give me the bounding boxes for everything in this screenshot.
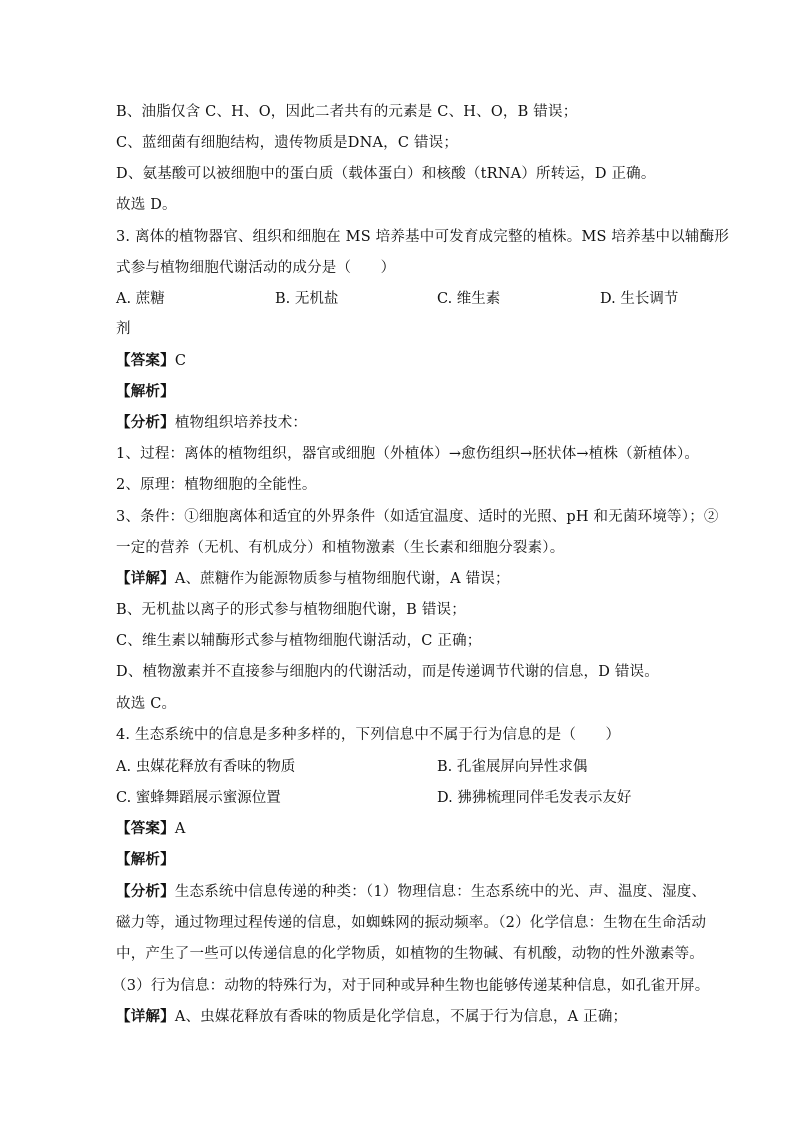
text-line: 磁力等，通过物理过程传递的信息，如蜘蛛网的振动频率。（2）化学信息：生物在生命活动 xyxy=(116,915,707,931)
q3-option-b: B. 无机盐 xyxy=(275,291,339,307)
fenxi-text: 生态系统中信息传递的种类：（1）物理信息：生态系统中的光、声、温度、湿度、 xyxy=(174,884,707,900)
q3-fenxi xyxy=(116,413,686,433)
answer-value: C xyxy=(174,353,187,369)
question-4-stem: 4. 生态系统中的信息是多种多样的，下列信息中不属于行为信息的是（ ） xyxy=(116,727,621,743)
question-3-stem: 3. 离体的植物器官、组织和细胞在 MS 培养基中可发育成完整的植株。MS 培养基中以辅酶形 xyxy=(116,229,730,245)
text-line: B、无机盐以离子的形式参与植物细胞代谢，B 错误； xyxy=(116,602,466,618)
detail-tag: 【详解】 xyxy=(116,570,175,587)
q3-answer xyxy=(116,351,686,371)
text-line: 2、原理：植物细胞的全能性。 xyxy=(116,477,317,493)
question-3-stem-cont: 式参与植物细胞代谢活动的成分是（ ） xyxy=(116,260,396,276)
fenxi-tag: 【分析】 xyxy=(116,414,175,431)
text-line: 1、过程：离体的植物组织，器官或细胞（外植体）→愈伤组织→胚状体→植株（新植体）。 xyxy=(116,446,700,462)
answer-tag: 【答案】 xyxy=(116,820,175,837)
text-line: （3）行为信息：动物的特殊行为，对于同种或异种生物也能够传递某种信息，如孔雀开屏。 xyxy=(112,978,710,994)
q4-option-a: A. 虫媒花释放有香味的物质 xyxy=(116,759,296,775)
text-line: 一定的营养（无机、有机成分）和植物激素（生长素和细胞分裂素）。 xyxy=(116,540,565,556)
q3-detail xyxy=(116,569,686,589)
text-line: 故选 D。 xyxy=(116,197,177,213)
q4-option-c: C. 蜜蜂舞蹈展示蜜源位置 xyxy=(116,790,281,806)
q4-answer xyxy=(116,819,686,839)
text-line: B、油脂仅含 C、H、O，因此二者共有的元素是 C、H、O，B 错误； xyxy=(116,104,578,120)
q4-option-b: B. 孔雀展屏向异性求偶 xyxy=(437,759,588,775)
answer-tag: 【答案】 xyxy=(116,352,175,369)
text-line: D、植物激素并不直接参与细胞内的代谢活动，而是传递调节代谢的信息，D 错误。 xyxy=(116,664,659,680)
detail-text: A、蔗糖作为能源物质参与植物细胞代谢，A 错误； xyxy=(174,571,510,587)
q3-analysis-tag: 【解析】 xyxy=(116,383,175,400)
detail-tag: 【详解】 xyxy=(116,1008,175,1025)
text-line: 3、条件：①细胞离体和适宜的外界条件（如适宜温度、适时的光照、pH 和无菌环境等）；② xyxy=(116,509,719,525)
q4-fenxi xyxy=(116,882,707,902)
q3-option-c: C. 维生素 xyxy=(437,291,501,307)
fenxi-text: 植物组织培养技术： xyxy=(174,415,308,431)
q4-option-d: D. 狒狒梳理同伴毛发表示友好 xyxy=(437,790,632,806)
q3-option-d-cont: 剂 xyxy=(116,321,131,337)
text-line: D、氨基酸可以被细胞中的蛋白质（载体蛋白）和核酸（tRNA）所转运，D 正确。 xyxy=(116,166,656,182)
fenxi-tag: 【分析】 xyxy=(116,883,175,900)
text-line: C、维生素以辅酶形式参与植物细胞代谢活动，C 正确； xyxy=(116,633,482,649)
q3-option-d: D. 生长调节 xyxy=(600,291,679,307)
q4-detail xyxy=(116,1007,686,1027)
answer-value: A xyxy=(174,821,186,837)
q3-option-a: A. 蔗糖 xyxy=(116,291,165,307)
text-line: 故选 C。 xyxy=(116,696,177,712)
detail-text: A、虫媒花释放有香味的物质是化学信息，不属于行为信息，A 正确； xyxy=(174,1009,628,1025)
text-line: 中，产生了一些可以传递信息的化学物质，如植物的生物碱、有机酸，动物的性外激素等。 xyxy=(116,946,704,962)
q4-analysis-tag: 【解析】 xyxy=(116,851,175,868)
text-line: C、蓝细菌有细胞结构，遗传物质是DNA，C 错误； xyxy=(116,135,459,151)
